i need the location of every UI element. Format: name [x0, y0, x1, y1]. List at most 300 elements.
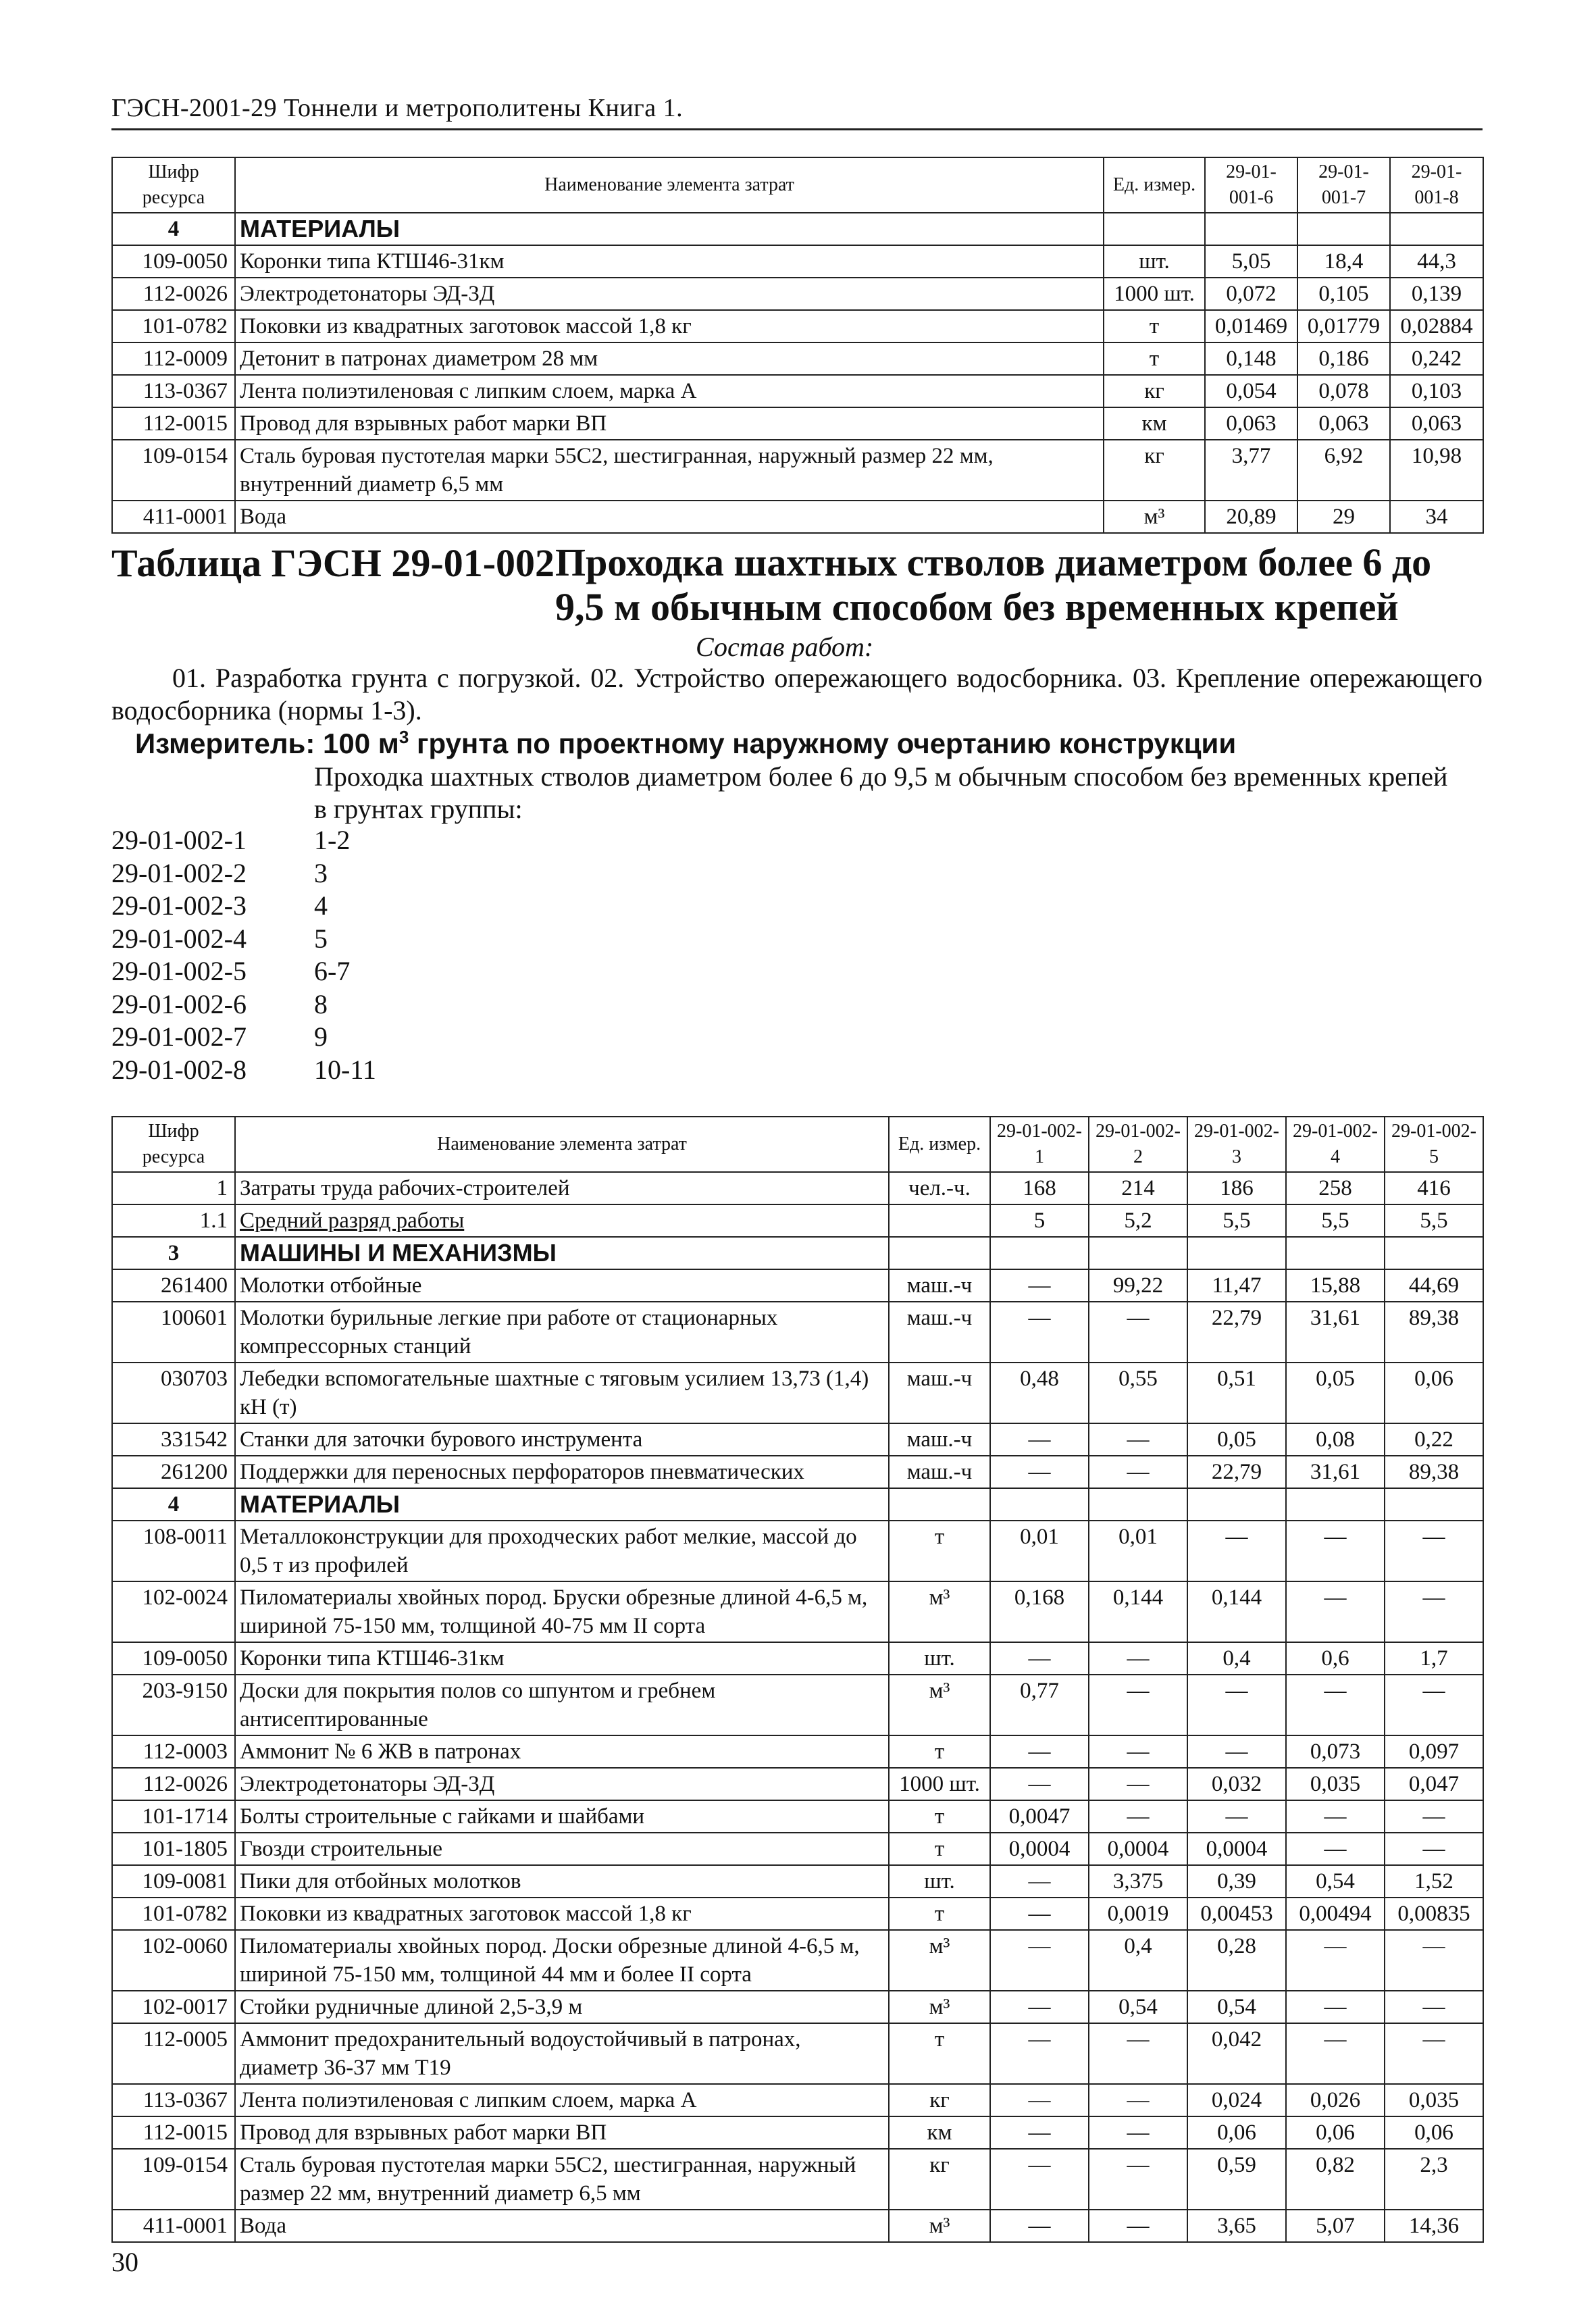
unit-cell: кг — [889, 2149, 990, 2210]
value-cell: 168 — [990, 1172, 1089, 1204]
resource-code: 112-0026 — [112, 278, 235, 310]
value-cell: — — [990, 1991, 1089, 2023]
header-col: 29-01-002-4 — [1286, 1117, 1385, 1172]
value-cell: 0,08 — [1286, 1423, 1385, 1456]
section-row — [112, 1488, 1483, 1521]
unit-cell: чел.-ч. — [889, 1172, 990, 1204]
cost-item-name: Средний разряд работы — [235, 1204, 889, 1237]
variant-soil-group: 5 — [314, 923, 328, 954]
variant-row — [111, 857, 376, 890]
value-cell: 99,22 — [1089, 1269, 1187, 1302]
table-row — [112, 1456, 1483, 1488]
value-cell: 0,103 — [1390, 375, 1483, 407]
value-cell: 0,06 — [1385, 2116, 1483, 2149]
table-row — [112, 1269, 1483, 1302]
value-cell: 0,05 — [1187, 1423, 1286, 1456]
table-row — [112, 1363, 1483, 1423]
variant-row — [111, 824, 376, 857]
value-cell: 0,139 — [1390, 278, 1483, 310]
value-cell: — — [1089, 1302, 1187, 1363]
value-cell: — — [1286, 1833, 1385, 1865]
value-cell: — — [990, 1269, 1089, 1302]
variant-code: 29-01-002-5 — [111, 956, 247, 986]
table-row — [112, 245, 1483, 278]
value-cell: 1,7 — [1385, 1642, 1483, 1675]
value-cell: 0,072 — [1205, 278, 1297, 310]
value-cell: 0,00453 — [1187, 1898, 1286, 1930]
variant-code: 29-01-002-2 — [111, 857, 247, 888]
value-cell: 0,01779 — [1297, 310, 1390, 342]
header-col: 29-01-001-8 — [1390, 157, 1483, 213]
value-cell: — — [1385, 1930, 1483, 1991]
value-cell: 416 — [1385, 1172, 1483, 1204]
value-cell: — — [990, 2210, 1089, 2242]
unit-cell: м³ — [889, 1991, 990, 2023]
unit-cell: м³ — [889, 1581, 990, 1642]
cost-item-name: Коронки типа КТШ46-31км — [235, 1642, 889, 1675]
resource-code: 109-0050 — [112, 245, 235, 278]
cost-item-name: Аммонит предохранительный водоустойчивый в патронах, диаметр 36-37 мм Т19 — [235, 2023, 889, 2084]
value-cell: — — [990, 2116, 1089, 2149]
cost-item-name: Сталь буровая пустотелая марки 55С2, шестигранная, наружный размер 22 мм, внутренний диаметр 6,5 мм — [235, 2149, 889, 2210]
table-header-row — [112, 1117, 1483, 1172]
table-row — [112, 440, 1483, 501]
table-row — [112, 1642, 1483, 1675]
value-cell: 0,02884 — [1390, 310, 1483, 342]
unit-cell — [889, 1488, 990, 1521]
value-cell: — — [1286, 1675, 1385, 1735]
table-row — [112, 1735, 1483, 1768]
value-cell: 0,148 — [1205, 342, 1297, 375]
value-cell: 0,144 — [1187, 1581, 1286, 1642]
value-cell: — — [1089, 1735, 1187, 1768]
value-cell — [990, 1488, 1089, 1521]
cost-item-name: Гвозди строительные — [235, 1833, 889, 1865]
meter-sup: 3 — [398, 727, 409, 747]
value-cell: — — [1187, 1800, 1286, 1833]
value-cell: — — [1385, 1991, 1483, 2023]
value-cell: 3,65 — [1187, 2210, 1286, 2242]
resource-code: 102-0017 — [112, 1991, 235, 2023]
resource-code: 101-0782 — [112, 1898, 235, 1930]
value-cell: — — [1385, 1800, 1483, 1833]
unit-cell: км — [889, 2116, 990, 2149]
value-cell: — — [1089, 2116, 1187, 2149]
unit-cell: кг — [889, 2084, 990, 2116]
value-cell: — — [990, 1865, 1089, 1898]
value-cell: — — [990, 1456, 1089, 1488]
unit-cell: 1000 шт. — [889, 1768, 990, 1800]
value-cell — [1390, 213, 1483, 245]
table-row — [112, 278, 1483, 310]
value-cell: — — [1089, 2084, 1187, 2116]
value-cell: 22,79 — [1187, 1302, 1286, 1363]
variant-row — [111, 890, 376, 923]
table-row — [112, 1423, 1483, 1456]
cost-item-name: Электродетонаторы ЭД-3Д — [235, 1768, 889, 1800]
value-cell: — — [1089, 1800, 1187, 1833]
value-cell: 0,05 — [1286, 1363, 1385, 1423]
resource-code: 4 — [112, 213, 235, 245]
value-cell: — — [1089, 2210, 1187, 2242]
cost-item-name: Поддержки для переносных перфораторов пневматических — [235, 1456, 889, 1488]
value-cell: 0,06 — [1385, 1363, 1483, 1423]
cost-item-name: Болты строительные с гайками и шайбами — [235, 1800, 889, 1833]
resource-code: 3 — [112, 1237, 235, 1269]
resource-code: 411-0001 — [112, 501, 235, 533]
value-cell: 0,01 — [1089, 1521, 1187, 1581]
meter-prefix: Измеритель: 100 м — [135, 728, 399, 759]
value-cell: 44,3 — [1390, 245, 1483, 278]
resource-code: 1 — [112, 1172, 235, 1204]
meter-line — [135, 727, 1236, 760]
table-header-row — [112, 157, 1483, 213]
value-cell: 0,024 — [1187, 2084, 1286, 2116]
table-row — [112, 1833, 1483, 1865]
variant-code: 29-01-002-6 — [111, 988, 247, 1019]
value-cell: 0,0004 — [990, 1833, 1089, 1865]
unit-cell: т — [889, 1833, 990, 1865]
unit-cell: м³ — [889, 2210, 990, 2242]
variant-row — [111, 988, 376, 1021]
unit-cell: шт. — [889, 1865, 990, 1898]
composition-heading: Состав работ: — [696, 632, 874, 662]
resource-code: 112-0005 — [112, 2023, 235, 2084]
cost-item-name: Молотки отбойные — [235, 1269, 889, 1302]
value-cell: 29 — [1297, 501, 1390, 533]
value-cell: — — [1089, 1456, 1187, 1488]
variant-soil-group: 4 — [314, 890, 328, 921]
unit-cell: маш.-ч — [889, 1423, 990, 1456]
value-cell: 0,6 — [1286, 1642, 1385, 1675]
resource-code: 109-0154 — [112, 2149, 235, 2210]
section-title: МАШИНЫ И МЕХАНИЗМЫ — [235, 1237, 889, 1269]
variant-soil-group: 6-7 — [314, 956, 351, 986]
section-row — [112, 213, 1483, 245]
section-title: МАТЕРИАЛЫ — [235, 1488, 889, 1521]
value-cell: 0,4 — [1187, 1642, 1286, 1675]
variant-intro: Проходка шахтных стволов диаметром более 6 до 9,5 м обычным способом без временных крепей в грунтах группы: — [314, 761, 1448, 824]
value-cell: 5,5 — [1385, 1204, 1483, 1237]
cost-item-name: Лебедки вспомогательные шахтные с тяговым усилием 13,73 (1,4) кН (т) — [235, 1363, 889, 1423]
unit-cell — [889, 1204, 990, 1237]
cost-item-name: Металлоконструкции для проходческих работ мелкие, массой до 0,5 т из профилей — [235, 1521, 889, 1581]
value-cell: 0,00835 — [1385, 1898, 1483, 1930]
resource-code: 108-0011 — [112, 1521, 235, 1581]
resource-code: 261200 — [112, 1456, 235, 1488]
value-cell: 214 — [1089, 1172, 1187, 1204]
value-cell: 0,054 — [1205, 375, 1297, 407]
table-row — [112, 1204, 1483, 1237]
value-cell: 5,2 — [1089, 1204, 1187, 1237]
table-row — [112, 1865, 1483, 1898]
value-cell — [1385, 1237, 1483, 1269]
value-cell: 0,59 — [1187, 2149, 1286, 2210]
value-cell: 0,073 — [1286, 1735, 1385, 1768]
value-cell: 0,00494 — [1286, 1898, 1385, 1930]
materials-table-001 — [111, 157, 1484, 534]
value-cell — [1385, 1488, 1483, 1521]
value-cell: — — [990, 2023, 1089, 2084]
value-cell: 0,047 — [1385, 1768, 1483, 1800]
resource-code: 109-0154 — [112, 440, 235, 501]
unit-cell: км — [1104, 407, 1205, 440]
unit-cell: маш.-ч — [889, 1363, 990, 1423]
value-cell — [1286, 1237, 1385, 1269]
unit-cell: т — [889, 1735, 990, 1768]
value-cell: 0,035 — [1385, 2084, 1483, 2116]
variant-row — [111, 923, 376, 956]
table-row — [112, 375, 1483, 407]
unit-cell: кг — [1104, 375, 1205, 407]
value-cell: 0,097 — [1385, 1735, 1483, 1768]
value-cell: 5,5 — [1286, 1204, 1385, 1237]
value-cell: 0,54 — [1187, 1991, 1286, 2023]
resource-code: 112-0009 — [112, 342, 235, 375]
table-row — [112, 342, 1483, 375]
value-cell: 31,61 — [1286, 1456, 1385, 1488]
header-unit: Ед. измер. — [1104, 157, 1205, 213]
cost-item-name: Сталь буровая пустотелая марки 55С2, шестигранная, наружный размер 22 мм, внутренний диаметр 6,5 мм — [235, 440, 1104, 501]
value-cell: 10,98 — [1390, 440, 1483, 501]
variant-row — [111, 1021, 376, 1054]
section-title: МАТЕРИАЛЫ — [235, 213, 1104, 245]
header-col: 29-01-002-3 — [1187, 1117, 1286, 1172]
value-cell: 89,38 — [1385, 1456, 1483, 1488]
unit-cell: м³ — [889, 1930, 990, 1991]
value-cell: — — [1089, 1642, 1187, 1675]
value-cell: 0,0004 — [1187, 1833, 1286, 1865]
table-row — [112, 1898, 1483, 1930]
table-row — [112, 1991, 1483, 2023]
value-cell: — — [1187, 1521, 1286, 1581]
cost-item-name: Затраты труда рабочих-строителей — [235, 1172, 889, 1204]
table-row — [112, 1930, 1483, 1991]
header-col: 29-01-001-6 — [1205, 157, 1297, 213]
cost-item-name: Провод для взрывных работ марки ВП — [235, 2116, 889, 2149]
unit-cell: шт. — [1104, 245, 1205, 278]
resource-code: 100601 — [112, 1302, 235, 1363]
value-cell: — — [1286, 1930, 1385, 1991]
value-cell: 0,4 — [1089, 1930, 1187, 1991]
cost-item-name: Вода — [235, 2210, 889, 2242]
value-cell: — — [1286, 1581, 1385, 1642]
value-cell: 3,375 — [1089, 1865, 1187, 1898]
resource-code: 1.1 — [112, 1204, 235, 1237]
resource-code: 102-0060 — [112, 1930, 235, 1991]
table-row — [112, 1675, 1483, 1735]
unit-cell: т — [889, 2023, 990, 2084]
value-cell: — — [990, 2149, 1089, 2210]
table-row — [112, 310, 1483, 342]
resource-code: 112-0026 — [112, 1768, 235, 1800]
cost-item-name: Пиломатериалы хвойных пород. Бруски обрезные длиной 4-6,5 м, шириной 75-150 мм, толщиной 40-75 мм II сорта — [235, 1581, 889, 1642]
variant-code: 29-01-002-8 — [111, 1054, 247, 1085]
value-cell: 0,55 — [1089, 1363, 1187, 1423]
resource-code: 030703 — [112, 1363, 235, 1423]
unit-cell: 1000 шт. — [1104, 278, 1205, 310]
value-cell: 0,01 — [990, 1521, 1089, 1581]
section-row — [112, 1237, 1483, 1269]
variant-soil-group: 8 — [314, 988, 328, 1019]
resource-code: 101-0782 — [112, 310, 235, 342]
cost-item-name: Детонит в патронах диаметром 28 мм — [235, 342, 1104, 375]
value-cell: — — [1187, 1735, 1286, 1768]
header-col: 29-01-002-1 — [990, 1117, 1089, 1172]
value-cell: 0,242 — [1390, 342, 1483, 375]
value-cell: 0,06 — [1187, 2116, 1286, 2149]
value-cell: 0,0047 — [990, 1800, 1089, 1833]
unit-cell — [1104, 213, 1205, 245]
unit-cell — [889, 1237, 990, 1269]
unit-cell: маш.-ч — [889, 1269, 990, 1302]
value-cell: — — [990, 1898, 1089, 1930]
resource-code: 101-1714 — [112, 1800, 235, 1833]
value-cell — [1297, 213, 1390, 245]
unit-cell: т — [889, 1521, 990, 1581]
value-cell — [1286, 1488, 1385, 1521]
variant-soil-group: 10-11 — [314, 1054, 376, 1085]
cost-item-name: Аммонит № 6 ЖВ в патронах — [235, 1735, 889, 1768]
unit-cell: кг — [1104, 440, 1205, 501]
value-cell: 0,54 — [1286, 1865, 1385, 1898]
value-cell: 0,51 — [1187, 1363, 1286, 1423]
table-row — [112, 1581, 1483, 1642]
value-cell: 5,07 — [1286, 2210, 1385, 2242]
unit-cell: маш.-ч — [889, 1456, 990, 1488]
value-cell: — — [990, 1735, 1089, 1768]
value-cell: 0,063 — [1297, 407, 1390, 440]
meter-suffix: грунта по проектному наружному очертанию конструкции — [409, 728, 1237, 759]
cost-item-name: Поковки из квадратных заготовок массой 1,8 кг — [235, 310, 1104, 342]
value-cell: — — [1385, 1521, 1483, 1581]
value-cell — [1187, 1488, 1286, 1521]
unit-cell: т — [889, 1800, 990, 1833]
variant-soil-group: 3 — [314, 857, 328, 888]
variant-code: 29-01-002-7 — [111, 1021, 247, 1052]
unit-cell: т — [889, 1898, 990, 1930]
resource-code: 112-0015 — [112, 407, 235, 440]
value-cell: — — [990, 1302, 1089, 1363]
value-cell — [1089, 1488, 1187, 1521]
resource-code: 411-0001 — [112, 2210, 235, 2242]
value-cell: 44,69 — [1385, 1269, 1483, 1302]
value-cell: — — [1385, 1675, 1483, 1735]
value-cell: — — [1187, 1675, 1286, 1735]
resource-code: 331542 — [112, 1423, 235, 1456]
value-cell: 0,48 — [990, 1363, 1089, 1423]
value-cell: 5 — [990, 1204, 1089, 1237]
value-cell: 89,38 — [1385, 1302, 1483, 1363]
cost-table-002 — [111, 1116, 1484, 2243]
resource-code: 109-0050 — [112, 1642, 235, 1675]
resource-code: 112-0003 — [112, 1735, 235, 1768]
value-cell: 0,0019 — [1089, 1898, 1187, 1930]
resource-code: 113-0367 — [112, 375, 235, 407]
value-cell: 0,063 — [1390, 407, 1483, 440]
unit-cell: т — [1104, 310, 1205, 342]
resource-code: 261400 — [112, 1269, 235, 1302]
resource-code: 113-0367 — [112, 2084, 235, 2116]
value-cell — [990, 1237, 1089, 1269]
table-row — [112, 1172, 1483, 1204]
variant-row — [111, 1054, 376, 1087]
header-col: 29-01-002-2 — [1089, 1117, 1187, 1172]
table-row — [112, 2084, 1483, 2116]
resource-code: 102-0024 — [112, 1581, 235, 1642]
value-cell: 0,042 — [1187, 2023, 1286, 2084]
value-cell: 0,035 — [1286, 1768, 1385, 1800]
composition-text: 01. Разработка грунта с погрузкой. 02. Устройство опережающего водосборника. 03. Крепление опережающего водосборника (нормы 1-3). — [111, 663, 1483, 726]
value-cell: — — [1286, 1800, 1385, 1833]
value-cell: 0,82 — [1286, 2149, 1385, 2210]
unit-cell: маш.-ч — [889, 1302, 990, 1363]
value-cell: — — [1385, 2023, 1483, 2084]
value-cell: 31,61 — [1286, 1302, 1385, 1363]
table-title: Проходка шахтных стволов диаметром более 6 до 9,5 м обычным способом без временных крепей — [555, 540, 1432, 629]
value-cell: — — [990, 1423, 1089, 1456]
unit-cell: т — [1104, 342, 1205, 375]
resource-code: 109-0081 — [112, 1865, 235, 1898]
value-cell: — — [1385, 1581, 1483, 1642]
cost-item-name: Молотки бурильные легкие при работе от стационарных компрессорных станций — [235, 1302, 889, 1363]
value-cell: — — [990, 2084, 1089, 2116]
value-cell: 0,186 — [1297, 342, 1390, 375]
variant-code: 29-01-002-1 — [111, 825, 247, 855]
value-cell: 5,05 — [1205, 245, 1297, 278]
cost-item-name: Лента полиэтиленовая с липким слоем, марка А — [235, 2084, 889, 2116]
resource-code: 101-1805 — [112, 1833, 235, 1865]
value-cell: 0,28 — [1187, 1930, 1286, 1991]
table-row — [112, 1302, 1483, 1363]
unit-cell: м³ — [1104, 501, 1205, 533]
table-row — [112, 1768, 1483, 1800]
value-cell: — — [1089, 2023, 1187, 2084]
value-cell: — — [1089, 2149, 1187, 2210]
value-cell: 0,06 — [1286, 2116, 1385, 2149]
variant-code: 29-01-002-4 — [111, 923, 247, 954]
header-code: Шифр ресурса — [112, 157, 235, 213]
value-cell: — — [1089, 1768, 1187, 1800]
value-cell: 0,078 — [1297, 375, 1390, 407]
table-label: Таблица ГЭСН 29-01-002 — [111, 541, 555, 585]
value-cell: 1,52 — [1385, 1865, 1483, 1898]
table-row — [112, 1800, 1483, 1833]
value-cell: 20,89 — [1205, 501, 1297, 533]
resource-code: 4 — [112, 1488, 235, 1521]
cost-item-name: Коронки типа КТШ46-31км — [235, 245, 1104, 278]
value-cell: 0,0004 — [1089, 1833, 1187, 1865]
value-cell — [1089, 1237, 1187, 1269]
cost-item-name: Поковки из квадратных заготовок массой 1,8 кг — [235, 1898, 889, 1930]
value-cell: 0,144 — [1089, 1581, 1187, 1642]
cost-item-name: Станки для заточки бурового инструмента — [235, 1423, 889, 1456]
cost-item-name: Стойки рудничные длиной 2,5-3,9 м — [235, 1991, 889, 2023]
table-row — [112, 2023, 1483, 2084]
value-cell — [1187, 1237, 1286, 1269]
value-cell: 0,105 — [1297, 278, 1390, 310]
value-cell — [1205, 213, 1297, 245]
value-cell: 5,5 — [1187, 1204, 1286, 1237]
header-col: 29-01-002-5 — [1385, 1117, 1483, 1172]
value-cell: 2,3 — [1385, 2149, 1483, 2210]
value-cell: 0,54 — [1089, 1991, 1187, 2023]
resource-code: 203-9150 — [112, 1675, 235, 1735]
value-cell: — — [1286, 1521, 1385, 1581]
value-cell: — — [990, 1768, 1089, 1800]
value-cell: 6,92 — [1297, 440, 1390, 501]
value-cell: — — [990, 1642, 1089, 1675]
